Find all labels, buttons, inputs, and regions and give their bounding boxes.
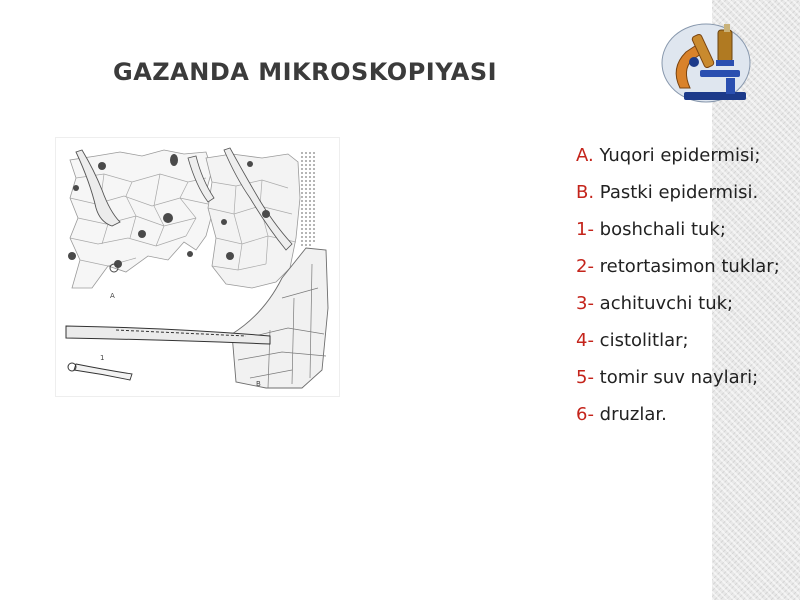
- legend-list: [576, 143, 791, 439]
- legend-marker: 3-: [576, 293, 594, 314]
- microscopy-illustration: [55, 137, 340, 397]
- panel-label-b: B: [256, 380, 261, 388]
- upper-epidermis-panel: [68, 150, 212, 300]
- legend-text: cistolitlar;: [593, 330, 689, 351]
- legend-marker: 2-: [576, 256, 594, 277]
- legend-item: [576, 254, 791, 280]
- slide-title: GAZANDA MIKROSKOPIYASI: [113, 58, 498, 86]
- legend-text: druzlar.: [593, 404, 667, 425]
- legend-marker: 6-: [576, 404, 594, 425]
- microscope-icon: [660, 22, 752, 104]
- legend-marker: 1-: [576, 219, 594, 240]
- legend-item: [576, 143, 791, 169]
- legend-text: achituvchi tuk;: [593, 293, 734, 314]
- legend-marker: 4-: [576, 330, 594, 351]
- legend-marker: 5-: [576, 367, 594, 388]
- legend-item: [576, 180, 791, 206]
- legend-item: [576, 217, 791, 243]
- legend-item: [576, 365, 791, 391]
- legend-text: tomir suv naylari;: [593, 367, 759, 388]
- legend-text: retortasimon tuklar;: [593, 256, 780, 277]
- legend-item: [576, 402, 791, 428]
- legend-text: Yuqori epidermisi;: [593, 145, 761, 166]
- legend-text: Pastki epidermisi.: [594, 182, 759, 203]
- legend-item: [576, 291, 791, 317]
- legend-marker: A.: [576, 145, 594, 166]
- legend-text: boshchali tuk;: [593, 219, 726, 240]
- legend-item: [576, 328, 791, 354]
- panel-label-a: A: [110, 292, 115, 300]
- callout-number: 1: [100, 354, 105, 362]
- legend-marker: B.: [576, 182, 595, 203]
